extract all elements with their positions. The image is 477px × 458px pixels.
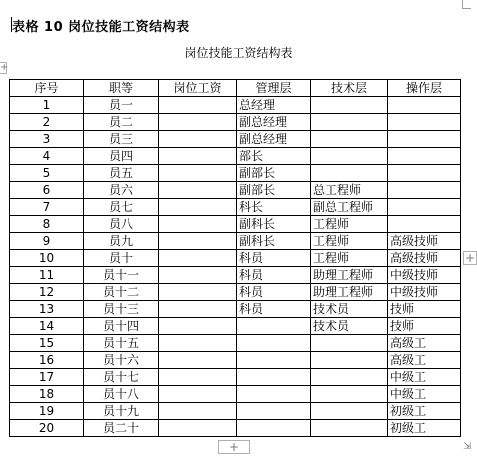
cell-management[interactable] (237, 335, 311, 352)
cell-post-salary[interactable] (159, 352, 237, 369)
cell-management[interactable] (237, 386, 311, 403)
cell-post-salary[interactable] (159, 233, 237, 250)
cell-post-salary[interactable] (159, 199, 237, 216)
cell-management[interactable]: 副部长 (237, 182, 311, 199)
cell-grade[interactable]: 员二十 (84, 420, 159, 437)
cell-grade[interactable]: 员十九 (84, 403, 159, 420)
table-row (10, 148, 461, 165)
col-header-operation: 操作层 (388, 80, 461, 97)
cell-grade[interactable]: 员一 (84, 97, 159, 114)
cell-operation[interactable]: 中级工 (388, 369, 461, 386)
cell-grade[interactable]: 员十 (84, 250, 159, 267)
cell-number[interactable]: 18 (10, 386, 84, 403)
cell-post-salary[interactable] (159, 420, 237, 437)
col-header-technical: 技术层 (311, 80, 388, 97)
cell-number[interactable]: 10 (10, 250, 84, 267)
resize-corner-icon: ⇲ (463, 441, 472, 452)
cell-management[interactable] (237, 352, 311, 369)
cell-grade[interactable]: 员十八 (84, 386, 159, 403)
cell-management[interactable]: 部长 (237, 148, 311, 165)
cell-operation[interactable]: 技师 (388, 301, 461, 318)
cell-technical[interactable] (311, 148, 388, 165)
cell-operation[interactable]: 中级工 (388, 386, 461, 403)
cell-management[interactable] (237, 318, 311, 335)
cell-operation[interactable] (388, 97, 461, 114)
cell-number[interactable]: 14 (10, 318, 84, 335)
cell-grade[interactable]: 员五 (84, 165, 159, 182)
table-row (10, 369, 461, 386)
table-row (10, 131, 461, 148)
cell-operation[interactable]: 技师 (388, 318, 461, 335)
cell-grade[interactable]: 员三 (84, 131, 159, 148)
table-resize-handle[interactable] (463, 441, 475, 453)
cell-number[interactable]: 8 (10, 216, 84, 233)
cell-operation[interactable] (388, 131, 461, 148)
cell-management[interactable]: 科员 (237, 301, 311, 318)
cell-number[interactable]: 16 (10, 352, 84, 369)
cell-number[interactable]: 4 (10, 148, 84, 165)
table-row (10, 403, 461, 420)
cell-management[interactable] (237, 403, 311, 420)
cell-grade[interactable]: 员十三 (84, 301, 159, 318)
table-row (10, 250, 461, 267)
cell-management[interactable]: 副科长 (237, 233, 311, 250)
table-row (10, 267, 461, 284)
cell-number[interactable]: 1 (10, 97, 84, 114)
cell-number[interactable]: 13 (10, 301, 84, 318)
cell-management[interactable]: 总经理 (237, 97, 311, 114)
cell-operation[interactable]: 高级技师 (388, 250, 461, 267)
cell-technical[interactable]: 技术员 (311, 318, 388, 335)
cell-post-salary[interactable] (159, 284, 237, 301)
cell-technical[interactable] (311, 165, 388, 182)
table-row (10, 352, 461, 369)
cell-grade[interactable]: 员四 (84, 148, 159, 165)
cell-number[interactable]: 2 (10, 114, 84, 131)
cell-number[interactable]: 7 (10, 199, 84, 216)
cell-post-salary[interactable] (159, 97, 237, 114)
cell-operation[interactable] (388, 182, 461, 199)
table-row (10, 335, 461, 352)
plus-icon: + (464, 251, 476, 265)
cell-management[interactable]: 科长 (237, 199, 311, 216)
cell-number[interactable]: 6 (10, 182, 84, 199)
col-header-post-salary: 岗位工资 (159, 80, 237, 97)
add-row-button[interactable] (218, 440, 250, 454)
cell-technical[interactable]: 副总工程师 (311, 199, 388, 216)
cell-post-salary[interactable] (159, 267, 237, 284)
cell-technical[interactable] (311, 335, 388, 352)
plus-icon: + (228, 440, 240, 454)
cell-post-salary[interactable] (159, 250, 237, 267)
cell-technical[interactable] (311, 114, 388, 131)
cell-management[interactable]: 副部长 (237, 165, 311, 182)
cell-grade[interactable]: 员十五 (84, 335, 159, 352)
cell-operation[interactable]: 中级技师 (388, 284, 461, 301)
cell-operation[interactable] (388, 199, 461, 216)
cell-post-salary[interactable] (159, 403, 237, 420)
table-row (10, 386, 461, 403)
cell-technical[interactable] (311, 131, 388, 148)
page-corner-mark (462, 0, 471, 9)
cell-operation[interactable]: 高级技师 (388, 233, 461, 250)
cell-operation[interactable]: 初级工 (388, 420, 461, 437)
table-row (10, 301, 461, 318)
table-caption: 岗位技能工资结构表 (184, 46, 293, 60)
cell-number[interactable]: 19 (10, 403, 84, 420)
col-header-number: 序号 (10, 80, 84, 97)
table-row (10, 233, 461, 250)
cell-number[interactable]: 9 (10, 233, 84, 250)
cell-post-salary[interactable] (159, 165, 237, 182)
cell-number[interactable]: 20 (10, 420, 84, 437)
cell-number[interactable]: 3 (10, 131, 84, 148)
cell-post-salary[interactable] (159, 131, 237, 148)
cell-operation[interactable]: 高级工 (388, 335, 461, 352)
cell-technical[interactable] (311, 369, 388, 386)
cell-technical[interactable] (311, 352, 388, 369)
cell-grade[interactable]: 员十四 (84, 318, 159, 335)
cell-technical[interactable] (311, 97, 388, 114)
cell-post-salary[interactable] (159, 301, 237, 318)
cell-technical[interactable] (311, 420, 388, 437)
cell-grade[interactable]: 员六 (84, 182, 159, 199)
cell-number[interactable]: 15 (10, 335, 84, 352)
cell-management[interactable]: 科员 (237, 267, 311, 284)
table-row (10, 216, 461, 233)
salary-structure-table[interactable] (9, 79, 461, 437)
cell-post-salary[interactable] (159, 148, 237, 165)
cell-management[interactable] (237, 369, 311, 386)
cell-grade[interactable]: 员十七 (84, 369, 159, 386)
cell-post-salary[interactable] (159, 182, 237, 199)
cell-post-salary[interactable] (159, 386, 237, 403)
cell-technical[interactable] (311, 403, 388, 420)
cell-grade[interactable]: 员十一 (84, 267, 159, 284)
cell-technical[interactable]: 工程师 (311, 233, 388, 250)
cell-operation[interactable]: 高级工 (388, 352, 461, 369)
cell-technical[interactable]: 总工程师 (311, 182, 388, 199)
document-heading: 表格 10 岗位技能工资结构表 (12, 20, 190, 35)
cell-grade[interactable]: 员十六 (84, 352, 159, 369)
cell-post-salary[interactable] (159, 335, 237, 352)
add-column-button[interactable] (463, 251, 477, 265)
cell-management[interactable]: 科员 (237, 250, 311, 267)
cell-operation[interactable] (388, 165, 461, 182)
cell-management[interactable]: 科员 (237, 284, 311, 301)
cell-operation[interactable]: 初级工 (388, 403, 461, 420)
table-row (10, 420, 461, 437)
cell-operation[interactable] (388, 216, 461, 233)
cell-management[interactable]: 副科长 (237, 216, 311, 233)
table-row (10, 318, 461, 335)
table-header-row (10, 80, 461, 97)
cell-management[interactable] (237, 420, 311, 437)
cell-post-salary[interactable] (159, 216, 237, 233)
cell-operation[interactable]: 中级技师 (388, 267, 461, 284)
plus-icon: + (0, 62, 9, 73)
cell-technical[interactable]: 工程师 (311, 216, 388, 233)
cell-technical[interactable]: 助理工程师 (311, 284, 388, 301)
table-row (10, 199, 461, 216)
row-insert-handle[interactable] (0, 62, 7, 74)
table-row (10, 97, 461, 114)
cell-grade[interactable]: 员二 (84, 114, 159, 131)
cell-grade[interactable]: 员十二 (84, 284, 159, 301)
cell-number[interactable]: 17 (10, 369, 84, 386)
cell-post-salary[interactable] (159, 114, 237, 131)
cell-grade[interactable]: 员七 (84, 199, 159, 216)
cell-technical[interactable] (311, 386, 388, 403)
table-row (10, 284, 461, 301)
cell-number[interactable]: 12 (10, 284, 84, 301)
col-header-management: 管理层 (237, 80, 311, 97)
cell-technical[interactable]: 助理工程师 (311, 267, 388, 284)
cell-operation[interactable] (388, 148, 461, 165)
cell-post-salary[interactable] (159, 318, 237, 335)
cell-technical[interactable]: 技术员 (311, 301, 388, 318)
cell-management[interactable]: 副总经理 (237, 114, 311, 131)
cell-grade[interactable]: 员九 (84, 233, 159, 250)
cell-grade[interactable]: 员八 (84, 216, 159, 233)
cell-number[interactable]: 5 (10, 165, 84, 182)
col-header-grade: 职等 (84, 80, 159, 97)
cell-post-salary[interactable] (159, 369, 237, 386)
cell-management[interactable]: 副总经理 (237, 131, 311, 148)
table-row (10, 114, 461, 131)
table-row (10, 182, 461, 199)
cell-technical[interactable]: 工程师 (311, 250, 388, 267)
cell-operation[interactable] (388, 114, 461, 131)
table-row (10, 165, 461, 182)
cell-number[interactable]: 11 (10, 267, 84, 284)
